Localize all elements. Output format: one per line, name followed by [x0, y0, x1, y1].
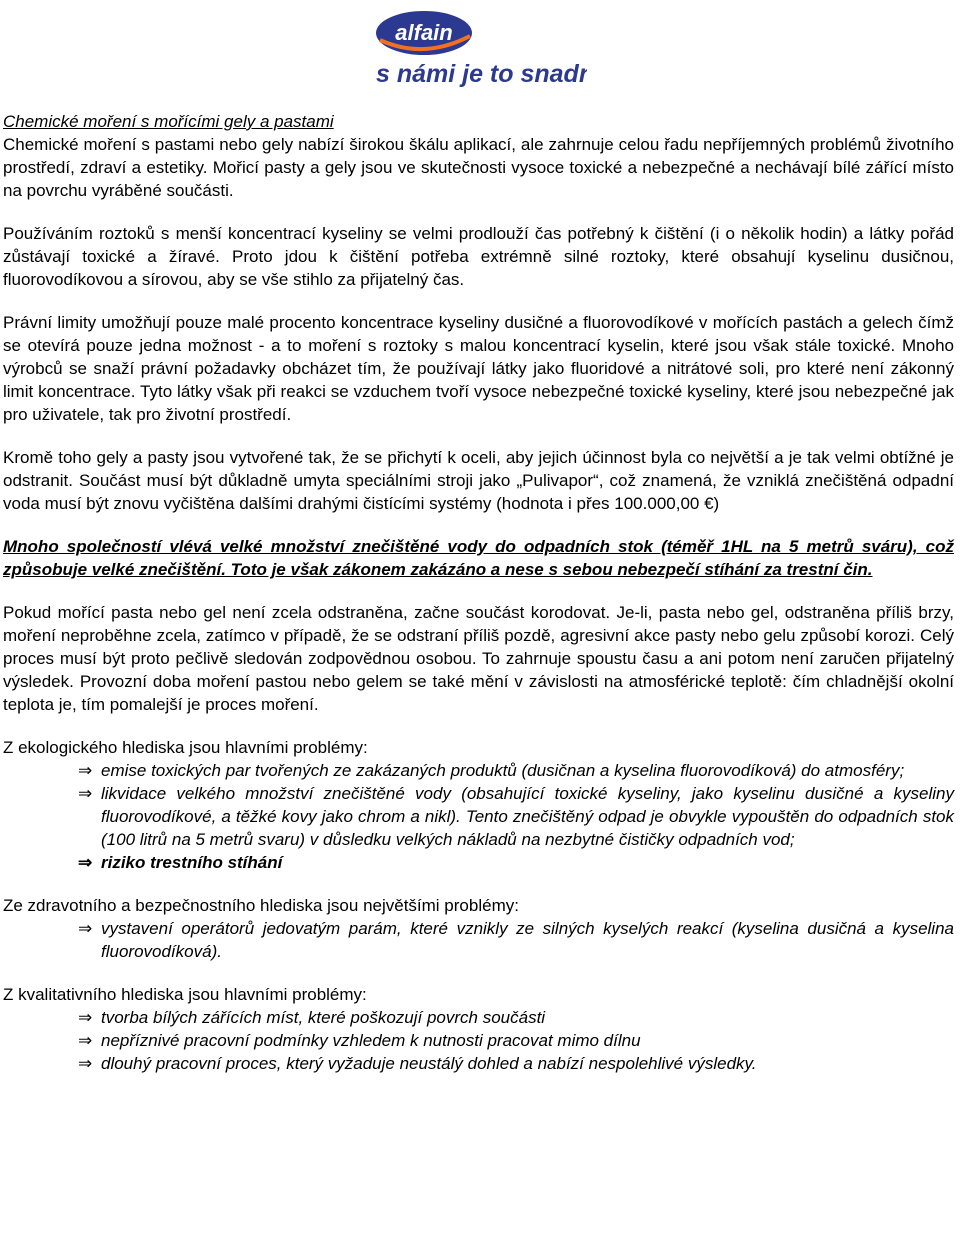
- arrow-icon: ⇒: [78, 853, 93, 872]
- list-item: ⇒ dlouhý pracovní proces, který vyžaduje neustálý dohled a nabízí nespolehlivé výsledky.: [78, 1054, 757, 1073]
- document-title: Chemické moření s mořícími gely a pastami: [3, 112, 334, 131]
- paragraph-removal: Kromě toho gely a pasty jsou vytvořené tak, že se přichytí k oceli, aby jejich účinnost byla co největší a je tak velmi obtížné je odstranit. Součást musí být důkladně umyta speciálními stroji jako „Pulivapor“, což znamená, že vzniklá znečištěná odpadní voda musí být znovu vyčištěna dalšími drahými čistícími systémy (hodnota i přes 100.000,00 €): [3, 448, 954, 513]
- arrow-icon: ⇒: [78, 919, 93, 938]
- paragraph-warning: Mnoho společností vlévá velké množství znečištěné vody do odpadních stok (téměř 1HL na 5 metrů sváru), což způsobuje velké znečištění. Toto je však zákonem zakázáno a nese s sebou nebezpečí stíhání za trestní čin.: [3, 537, 954, 579]
- list-item: ⇒ vystavení operátorů jedovatým parám, které vznikly ze silných kyselých reakcí (kyselina dusičná a kyselina fluorovodíková).: [78, 919, 954, 961]
- section-heading-health: Ze zdravotního a bezpečnostního hlediska jsou největšími problémy:: [3, 896, 519, 915]
- paragraph-concentration: Používáním roztoků s menší koncentrací kyseliny se velmi prodlouží čas potřebný k čištění (i o několik hodin) a látky pořád zůstávají toxické a žíravé. Proto jdou k čištění potřeba extrémně silné roztoky, které obsahují kyselinu dusičnou, fluorovodíkovou a sírovou, aby se vše stihlo za přijatelný čas.: [3, 224, 954, 289]
- alfain-logo: [372, 6, 587, 90]
- list-quality: [3, 1006, 954, 1075]
- list-item: ⇒ riziko trestního stíhání: [78, 853, 283, 872]
- arrow-icon: ⇒: [78, 1008, 93, 1027]
- logo-slogan: s námi je to snadné: [375, 60, 587, 88]
- logo-brand: alfain: [395, 20, 453, 45]
- document-body: [3, 110, 954, 1075]
- arrow-icon: ⇒: [78, 784, 93, 803]
- list-item: ⇒ likvidace velkého množství znečištěné vody (obsahující toxické kyseliny, jako kyselinu dusičné a kyseliny fluorovodíkové, a těžké kovy jako chrom a nikl). Tento znečištěný odpad je obvykle vypouštěn do odpadních stok (100 litrů na 5 metrů svaru) v důsledku velkých nákladů na nezbytné čističky odpadních vod;: [78, 784, 954, 849]
- list-item: ⇒ emise toxických par tvořených ze zakázaných produktů (dusičnan a kyselina fluorovodíková) do atmosféry;: [78, 761, 905, 780]
- arrow-icon: ⇒: [78, 761, 93, 780]
- section-heading-quality: Z kvalitativního hlediska jsou hlavními problémy:: [3, 985, 367, 1004]
- arrow-icon: ⇒: [78, 1054, 93, 1073]
- paragraph-corrosion: Pokud mořící pasta nebo gel není zcela odstraněna, začne součást korodovat. Je-li, pasta nebo gel, odstraněna příliš brzy, moření neproběhne zcela, zatímco v případě, že se odstraní příliš pozdě, agresivní akce pasty nebo gelu způsobí korozi. Celý proces musí být proto pečlivě sledován zodpovědnou osobou. To zahrnuje spoustu času a ani potom není zaručen přijatelný výsledek. Provozní doba moření pastou nebo gelem se také mění v závislosti na atmosférické teplotě: čím chladnější okolní teplota je, tím pomalejší je proces moření.: [3, 603, 954, 714]
- list-item: ⇒ tvorba bílých zářících míst, které poškozují povrch součásti: [78, 1008, 546, 1027]
- paragraph-intro: Chemické moření s pastami nebo gely nabízí širokou škálu aplikací, ale zahrnuje celou řadu nepříjemných problémů životního prostředí, zdraví a estetiky. Mořicí pasty a gely jsou ve skutečnosti vysoce toxické a nebezpečné a nechávají bílé zářící místo na povrchu vyráběné součásti.: [3, 135, 954, 200]
- list-health: [3, 917, 954, 963]
- list-item: ⇒ nepříznivé pracovní podmínky vzhledem k nutnosti pracovat mimo dílnu: [78, 1031, 641, 1050]
- arrow-icon: ⇒: [78, 1031, 93, 1050]
- section-heading-ecology: Z ekologického hlediska jsou hlavními problémy:: [3, 738, 368, 757]
- paragraph-legal-limits: Právní limity umožňují pouze malé procento koncentrace kyseliny dusičné a fluorovodíkové v mořících pastách a gelech čímž se otevírá pouze jedna možnost - a to moření s roztoky s malou koncentrací kyselin, které jsou však stále toxické. Mnoho výrobců se snaží právní požadavky obcházet tím, že používají látky jako fluoridové a nitrátové soli, pro které není zákonný limit koncentrace. Tyto látky však při reakci se vzduchem tvoří vysoce nebezpečné toxické kyseliny, které jsou nebezpečné jak pro uživatele, tak pro životní prostředí.: [3, 313, 954, 424]
- list-ecology: [3, 759, 954, 874]
